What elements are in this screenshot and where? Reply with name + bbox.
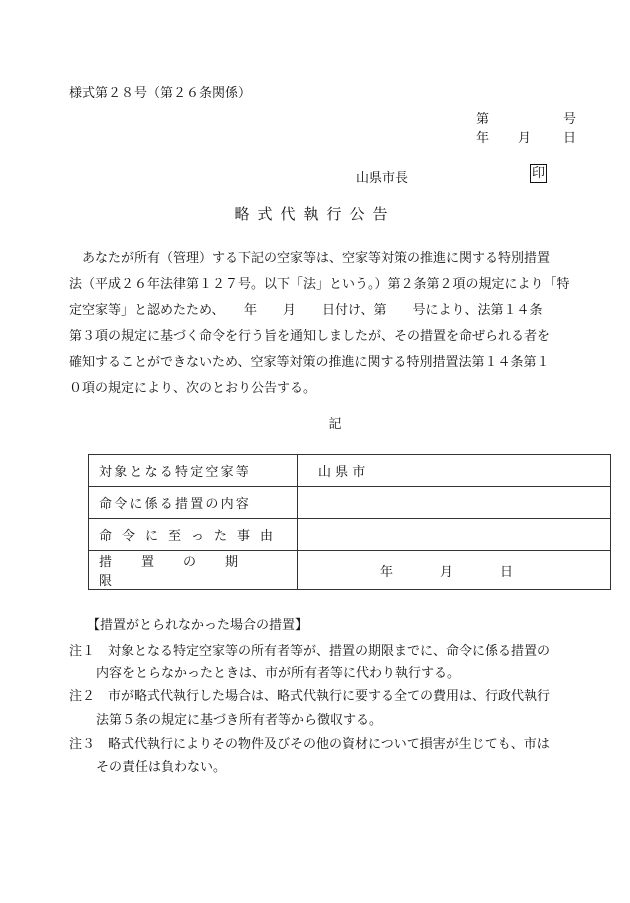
note-1-line-2: 内容をとらなかったときは、市が所有者等に代わり執行する。 xyxy=(96,666,461,681)
body-line-1: あなたが所有（管理）する下記の空家等は、空家等対策の推進に関する特別措置 xyxy=(69,251,551,266)
row-label-target: 対象となる特定空家等 xyxy=(89,455,298,487)
row-value-reason xyxy=(298,519,611,551)
body-line-2: 法（平成２６年法律第１２７号。以下「法」という。）第２条第２項の規定により「特 xyxy=(69,277,570,292)
document-title: 略式代執行公告 xyxy=(234,205,396,223)
row-value-deadline: 年 月 日 xyxy=(298,551,611,590)
row-value-target: 山 県 市 xyxy=(298,455,611,487)
body-line-4: 第３項の規定に基づく命令を行う旨を通知しましたが、その措置を命ぜられる者を xyxy=(69,329,551,344)
table-row xyxy=(89,487,611,519)
row-label-reason: 命令に至った事由 xyxy=(89,519,298,551)
row-value-measure xyxy=(298,487,611,519)
body-line-3: 定空家等」と認めたため、 年 月 日付け、第 号により、法第１４条 xyxy=(69,303,543,318)
form-number: 様式第２８号（第２６条関係） xyxy=(69,86,252,101)
number-prefix: 第 xyxy=(476,112,490,127)
note-3-line-2: その責任は負わない。 xyxy=(96,760,227,775)
ki-heading: 記 xyxy=(328,417,342,432)
table-row xyxy=(89,519,611,551)
note-2-line-2: 法第５条の規定に基づき所有者等から徴収する。 xyxy=(96,713,383,728)
details-table xyxy=(88,454,611,590)
notes-heading: 【措置がとられなかった場合の措置】 xyxy=(87,618,309,633)
table-row xyxy=(89,551,611,590)
table-row xyxy=(89,455,611,487)
body-line-5: 確知することができないため、空家等対策の推進に関する特別措置法第１４条第１ xyxy=(69,355,550,370)
number-suffix: 号 xyxy=(563,112,577,127)
row-label-deadline: 措置の期限 xyxy=(89,551,298,590)
date-month: 月 xyxy=(518,131,532,146)
body-line-6: ０項の規定により、次のとおり公告する。 xyxy=(69,381,317,396)
date-year: 年 xyxy=(476,131,490,146)
note-1-line-1: 注１ 対象となる特定空家等の所有者等が、措置の期限までに、命令に係る措置の xyxy=(69,644,551,659)
note-2-line-1: 注２ 市が略式代執行した場合は、略式代執行に要する全ての費用は、行政代執行 xyxy=(69,689,551,704)
note-3-line-1: 注３ 略式代執行によりその物件及びその他の資材について損害が生じても、市は xyxy=(69,737,550,752)
date-day: 日 xyxy=(563,131,577,146)
row-label-measure: 命令に係る措置の内容 xyxy=(89,487,298,519)
issuer-mayor: 山県市長 xyxy=(356,171,409,186)
seal-box: 印 xyxy=(532,166,546,181)
